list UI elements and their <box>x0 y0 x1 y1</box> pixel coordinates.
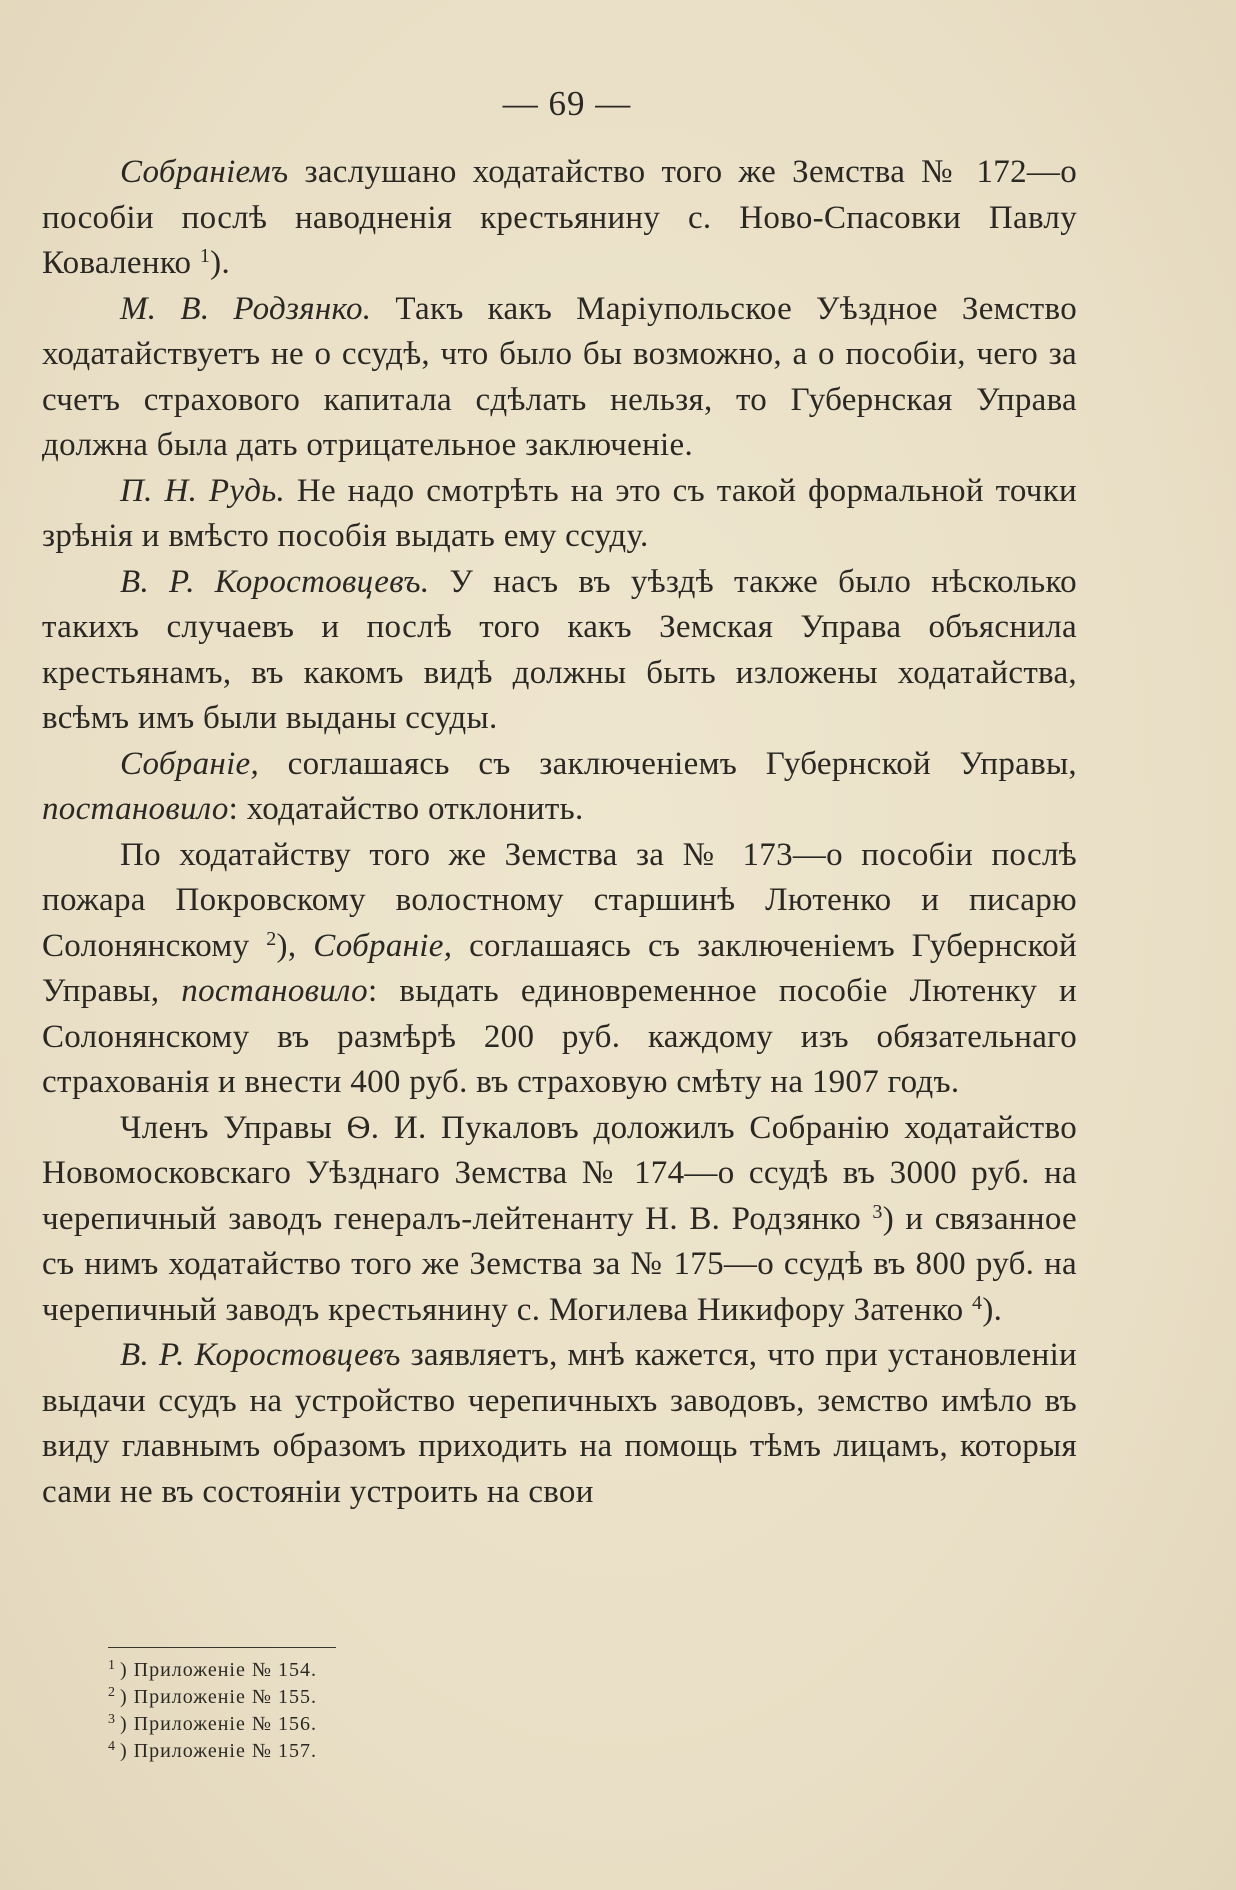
footnote-mark: 3 <box>108 1712 116 1727</box>
footnote-ref: 3 <box>872 1200 883 1223</box>
page-number: — 69 — <box>502 84 632 123</box>
speaker-name: П. Н. Рудь. <box>120 472 286 509</box>
speaker-name: Собраніемъ <box>120 154 289 190</box>
speaker-name: Собраніе, <box>120 745 260 782</box>
speaker-name: В. Р. Коростовцевъ. <box>120 563 430 600</box>
footnote-1 <box>108 1657 708 1684</box>
footnotes <box>108 1657 708 1765</box>
paragraph-text-tail: ). <box>210 245 230 281</box>
footnote-4 <box>108 1738 708 1765</box>
paragraph-text: ), <box>276 927 314 964</box>
paragraph-8 <box>42 1333 1077 1515</box>
footnote-ref: 2 <box>266 927 277 950</box>
paragraph-6 <box>42 833 1077 1106</box>
paragraph-text: Не надо смотрѣть на это съ такой формальной точки зрѣнія и вмѣсто пособія выдать ему ссуду. <box>42 472 1077 554</box>
paragraph-4 <box>42 560 1077 742</box>
paragraph-text-tail: : выдать единовременное пособіе Лютенку и Солонянскому въ размѣрѣ 200 руб. каждому изъ обязательнаго страхованія и внести 400 руб. въ страховую смѣту на 1907 годъ. <box>42 973 1077 1100</box>
footnote-mark: 1 <box>108 1658 116 1673</box>
footnote-mark: 2 <box>108 1685 116 1700</box>
paragraph-text: соглашаясь съ заключеніемъ Губернской Управы, <box>42 927 1078 1009</box>
paragraph-text: Членъ Управы Ѳ. И. Пукаловъ доложилъ Собранію ходатайство Новомосковскаго Уѣзднаго Земства № 174—о ссудѣ въ 3000 руб. на черепичный заводъ генералъ-лейтенанту Н. В. Родзянко <box>42 1109 1077 1237</box>
speaker-name: М. В. Родзянко. <box>120 290 372 327</box>
paragraph-text: У насъ въ уѣздѣ также было нѣсколько такихъ случаевъ и послѣ того какъ Земская Управа объяснила крестьянамъ, въ какомъ видѣ должны быть изложены ходатайства, всѣмъ имъ были выданы ссуды. <box>42 563 1077 736</box>
footnote-text: ) Приложеніе № 157. <box>120 1740 317 1762</box>
footnote-text: ) Приложеніе № 156. <box>120 1713 317 1735</box>
footnote-2 <box>108 1684 708 1711</box>
footnote-text: ) Приложеніе № 155. <box>120 1686 317 1708</box>
paragraph-text-tail: : ходатайство отклонить. <box>228 791 584 827</box>
footnote-ref: 4 <box>972 1291 983 1314</box>
paragraph-text: По ходатайству того же Земства за № 173—о пособіи послѣ пожара Покровскому волостному старшинѣ Лютенко и писарю Солонянскому <box>42 836 1077 964</box>
footnote-mark: 4 <box>108 1739 116 1754</box>
resolution-word: постановило <box>42 791 229 827</box>
paragraph-2 <box>42 287 1077 469</box>
paragraph-text-tail: ). <box>982 1291 1003 1328</box>
footnote-text: ) Приложеніе № 154. <box>120 1659 317 1681</box>
paragraph-7 <box>42 1106 1077 1334</box>
paragraph-text: заслушано ходатайство того же Земства № 172—о пособіи послѣ наводненія крестьянину с. Ново-Спасовки Павлу Коваленко <box>42 154 1077 281</box>
paragraph-text: ) и связанное съ нимъ ходатайство того же Земства за № 175—о ссудѣ въ 800 руб. на черепичный заводъ крестьянину с. Могилева Никифору Затенко <box>42 1200 1077 1328</box>
footnote-ref: 1 <box>199 245 211 267</box>
paragraph-text: заявляетъ, мнѣ кажется, что при установленіи выдачи ссудъ на устройство черепичныхъ заводовъ, земство имѣло въ виду главнымъ образомъ приходить на помощь тѣмъ лицамъ, которыя сами не въ состояніи устроить на свои <box>42 1337 1077 1510</box>
paragraph-3 <box>42 469 1077 560</box>
paragraph-text: соглашаясь съ заключеніемъ Губернской Управы, <box>259 745 1077 782</box>
speaker-name: В. Р. Коростовцевъ <box>120 1337 401 1373</box>
resolution-word: постановило <box>181 973 368 1009</box>
paragraph-1 <box>42 150 1077 287</box>
paragraph-text: Такъ какъ Маріупольское Уѣздное Земство ходатайствуетъ не о ссудѣ, что было бы возможно, а о пособіи, чего за счетъ страхового капитала сдѣлать нельзя, то Губернская Управа должна была дать отрицательное заключеніе. <box>42 290 1077 463</box>
footnote-divider <box>108 1647 336 1648</box>
paragraph-5 <box>42 742 1077 833</box>
footnote-3 <box>108 1711 708 1738</box>
body-text <box>42 150 1077 1515</box>
speaker-name: Собраніе, <box>313 927 453 964</box>
